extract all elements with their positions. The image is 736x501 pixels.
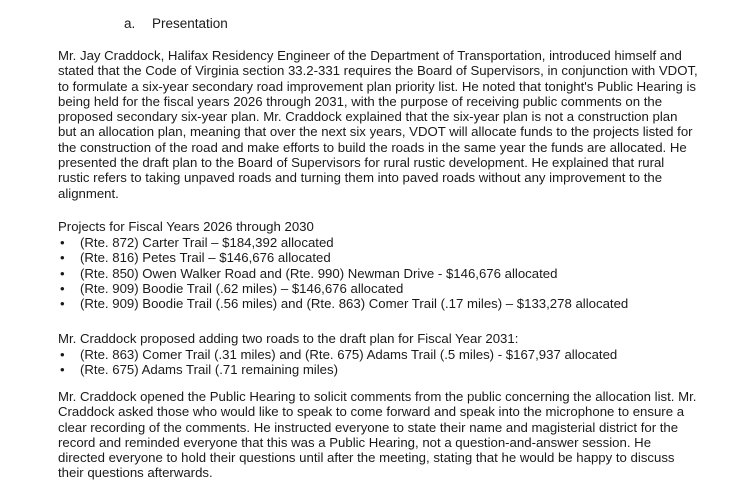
- list-item: [58, 281, 628, 296]
- bullet-icon: •: [60, 296, 65, 312]
- section-heading: [124, 16, 228, 32]
- list-item: [58, 362, 617, 377]
- project-item-text: (Rte. 850) Owen Walker Road and (Rte. 990) Newman Drive - $146,676 allocated: [80, 265, 558, 281]
- bullet-icon: •: [60, 362, 65, 378]
- bullet-icon: •: [60, 250, 65, 266]
- proposed-title: Mr. Craddock proposed adding two roads to the draft plan for Fiscal Year 2031:: [58, 331, 519, 346]
- project-item-text: (Rte. 872) Carter Trail – $184,392 allocated: [80, 235, 334, 250]
- section-title: Presentation: [152, 16, 228, 31]
- list-item: [58, 296, 628, 311]
- bullet-icon: •: [60, 280, 65, 296]
- proposed-item-text: (Rte. 675) Adams Trail (.71 remaining miles): [80, 362, 338, 378]
- projects-title: Projects for Fiscal Years 2026 through 2030: [58, 219, 314, 234]
- project-item-text: (Rte. 909) Boodie Trail (.56 miles) and (Rte. 863) Comer Trail (.17 miles) – $133,278 allocated: [80, 296, 629, 312]
- list-item: [58, 235, 628, 250]
- bullet-icon: •: [60, 265, 65, 281]
- bullet-icon: •: [60, 235, 65, 250]
- project-item-text: (Rte. 816) Petes Trail – $146,676 allocated: [80, 250, 331, 266]
- list-item: [58, 347, 617, 362]
- bullet-icon: •: [60, 347, 65, 362]
- proposed-item-text: (Rte. 863) Comer Trail (.31 miles) and (Rte. 675) Adams Trail (.5 miles) - $167,937 allocated: [80, 347, 618, 362]
- list-item: [58, 266, 628, 281]
- section-marker: a.: [124, 16, 136, 31]
- proposed-list: [58, 347, 617, 378]
- hearing-paragraph: Mr. Craddock opened the Public Hearing to solicit comments from the public concerning the allocation list. Mr. Craddock asked those who would like to speak to come forward and speak into the microphone to ensure a clear recording of the comments. He instructed everyone to state their name and magisterial district for the record and reminded everyone that this was a Public Hearing, not a question-and-answer session. He directed everyone to hold their questions until after the meeting, stating that he would be happy to discuss their questions afterwards.: [58, 389, 697, 481]
- list-item: [58, 250, 628, 265]
- projects-list: [58, 235, 628, 311]
- intro-paragraph: Mr. Jay Craddock, Halifax Residency Engineer of the Department of Transportation, introduced himself and stated that the Code of Virginia section 33.2-331 requires the Board of Supervisors, in conjunction with VDOT, to formulate a six-year secondary road improvement plan priority list. He noted that tonight's Public Hearing is being held for the fiscal years 2026 through 2031, with the purpose of receiving public comments on the proposed secondary six-year plan. Mr. Craddock explained that the six-year plan is not a construction plan but an allocation plan, meaning that over the next six years, VDOT will allocate funds to the projects listed for the construction of the road and make efforts to build the roads in the same year the funds are allocated. He presented the draft plan to the Board of Supervisors for rural rustic development. He explained that rural rustic refers to taking unpaved roads and turning them into paved roads without any improvement to the alignment.: [58, 48, 698, 201]
- project-item-text: (Rte. 909) Boodie Trail (.62 miles) – $146,676 allocated: [80, 280, 404, 296]
